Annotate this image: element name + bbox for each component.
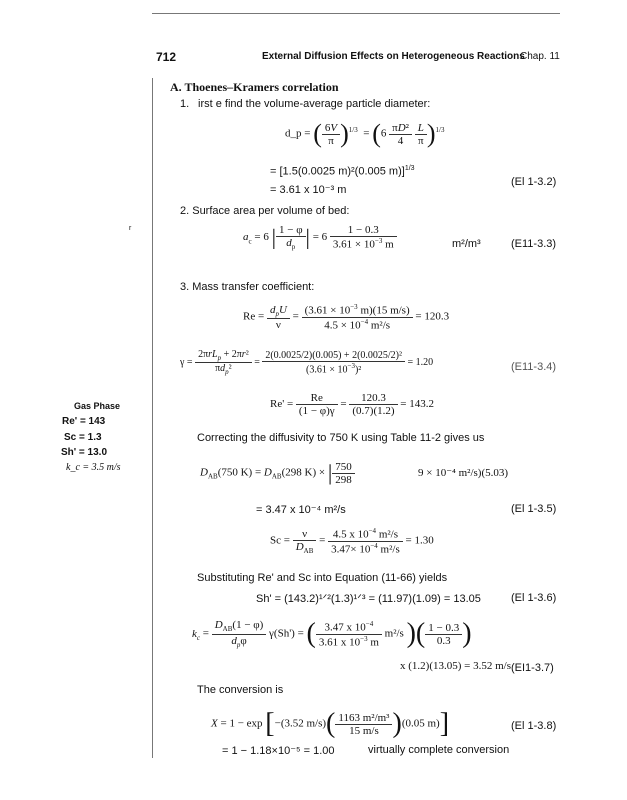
dab-result: = 3.47 x 10⁻⁴ m²/s <box>256 504 346 516</box>
re-prime-equation: Re' = $\frac{Re}{(1 - \varphi)\gamma}$ = $\frac{120.3}{(0.7)(1.2)}$ = 143.2 <box>270 392 434 417</box>
dp-line-3: = 3.61 x 10⁻³ m <box>270 184 347 196</box>
dp-line-2-power: 1/3 <box>404 165 415 172</box>
chapter-label: Chap. 11 <box>520 51 560 62</box>
kc-equation: $k_c$ = $\frac{D_{AB}(1 - \varphi)}{d_p\varphi}$ γ(Sh') = ( $\frac{3.47 x 10^{-4}}{3.61 x 10^{-3} m}$ m²/s )( $\frac{1 - 0.3}{0.3}$ ) <box>192 618 472 649</box>
dab-equation: $D_{AB}(750$ $K) = D_{AB}(298$ K) × | $\frac{750}{298}$ <box>200 460 355 486</box>
step-1-number: 1. <box>180 98 190 110</box>
running-title: External Diffusion Effects on Heterogeneous Reactions <box>262 51 525 62</box>
substituting-text: Substituting Re' and Sc into Equation (11-66) yields <box>197 572 448 584</box>
sidebar-row-sh: Sh' = 13.0 <box>61 447 108 458</box>
step-1-text: irst e find the volume-average particle diameter: <box>198 98 431 110</box>
margin-mark: r <box>129 225 132 232</box>
re-result: = 120.3 <box>415 310 450 323</box>
left-rule <box>152 78 153 758</box>
dp-power: 1/3 <box>348 125 358 134</box>
kc-tail: x (1.2)(13.05) = 3.52 m/s <box>400 660 511 672</box>
dp-line-2-text: = [1.5(0.0025 m)²(0.005 m)] <box>270 165 405 178</box>
gamma-result: = 1.20 <box>407 356 434 368</box>
sidebar-heading: Gas Phase <box>74 401 121 411</box>
eq-label-6: (El 1-3.6) <box>511 592 557 604</box>
eq-label-3: (E11-3.3) <box>511 238 557 250</box>
conversion-text: The conversion is <box>197 684 284 696</box>
eq-label-8: (El 1-3.8) <box>511 720 557 732</box>
dp-line-2 <box>270 165 415 178</box>
step-2-text: 2. Surface area per volume of bed: <box>180 205 350 217</box>
ac-units: m²/m³ <box>452 238 481 250</box>
conversion-note: virtually complete conversion <box>368 744 510 756</box>
conversion-equation: X = 1 − exp [−(3.52 m/s)( $\frac{\text{1163 m²/m³}}{15 m/s}$ )(0.05 m)] <box>211 708 450 739</box>
sc-result: = 1.30 <box>405 534 434 547</box>
correcting-text: Correcting the diffusivity to 750 K using Table 11-2 gives us <box>197 432 485 444</box>
eq-label-2: (El 1-3.2) <box>511 176 557 188</box>
dab-values: 9 × 10⁻⁴ m²/s)(5.03) <box>418 467 509 479</box>
top-rule <box>152 13 560 14</box>
sidebar-row-re: Re' = 143 <box>62 416 106 427</box>
sh-equation: Sh' = (143.2)¹ᐟ²(1.3)¹ᐟ³ = (11.97)(1.09) = 13.05 <box>256 593 481 605</box>
sc-equation: Sc = $\frac{\nu}{D_{AB}}$ = $\frac{4.5 x 10^{-4} m^2/s}{3.47\times 10^{-4} m^2/s}$ = 1.30 <box>270 527 434 556</box>
eq-label-4: (E11-3.4) <box>511 361 557 373</box>
sidebar-row-sc: Sc = 1.3 <box>64 432 102 443</box>
ac-equation: $a_c = 6$ | $\frac{1 - \varphi}{d_p}$ | = 6 $\frac{1 - 0.3}{3.61 \times 10^{-3} m}$ <box>243 224 397 251</box>
re-prime-result: = 143.2 <box>400 398 434 411</box>
dp-equation: d_p = ( $\frac{6V}{\pi}$ )$^{1/3}$ = (6 $\frac{\text{πD²}}{4}$ $\frac{L}{\pi}$ )$^{1/3}$ <box>285 119 445 148</box>
conversion-result: = 1 − 1.18×10⁻⁵ = 1.00 <box>222 745 335 757</box>
step-3-text: 3. Mass transfer coefficient: <box>180 281 315 293</box>
re-equation: Re = $\frac{d_pU}{\nu}$ = $\frac{(3.61 \times 10^{-3} m)(15 m/s)}{4.5 \times 10^{-4} m^2/s}$ = 120.3 <box>243 303 450 332</box>
sidebar-row-kc: k_c = 3.5 m/s <box>66 462 121 473</box>
eq-label-7: (EI1-3.7) <box>511 662 554 674</box>
page-number: 712 <box>156 50 177 64</box>
gamma-equation: γ = $\frac{2\pi rL_p + 2\pi r^2}{\pi d_p^2}$ = $\frac{\text{2(0.0025/2)(0.005) + 2(0.0025/2)²}}{(3.61 \times 10^{-3})^2}$ = 1.20 <box>180 349 434 376</box>
dp-lhs: d_p = <box>285 127 311 140</box>
section-title: A. Thoenes–Kramers correlation <box>170 80 339 94</box>
eq-label-5: (El 1-3.5) <box>511 503 557 515</box>
